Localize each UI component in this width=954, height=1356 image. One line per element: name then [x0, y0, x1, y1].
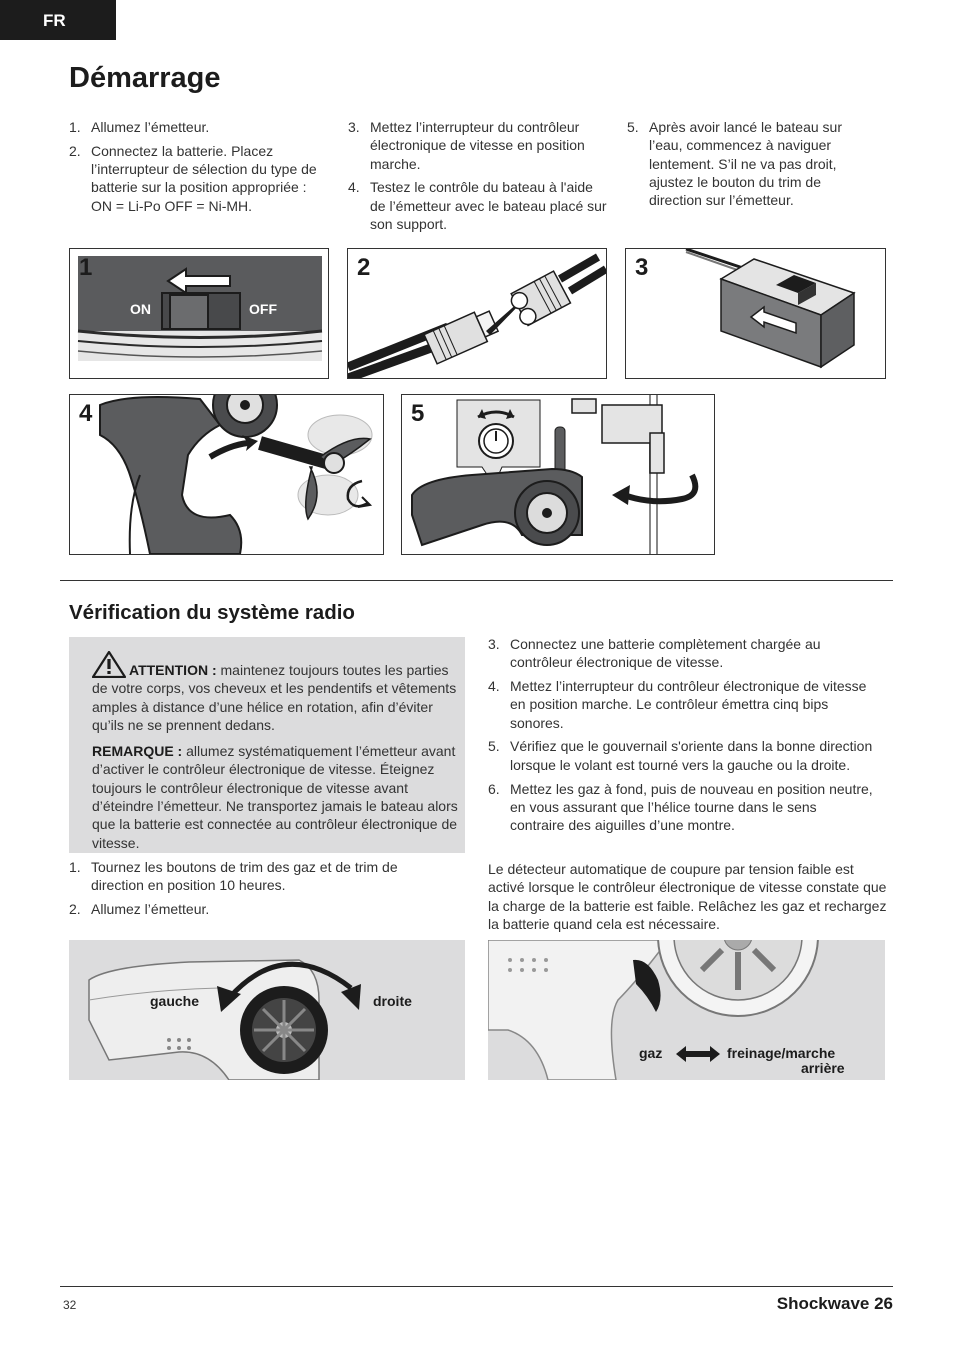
product-name: Shockwave 26 — [776, 1294, 893, 1313]
attention-text: maintenez toujours toutes les parties de votre corps, vos cheveux et les pendentifs et vêtements amples à distance d’une hélice en rotation, afin d’éviter qu’ils ne se prennent dedans. — [92, 662, 457, 733]
switch-off-label: OFF — [249, 301, 277, 317]
list-item: 6. Mettez les gaz à fond, puis de nouveau en position neutre, en vous assurant que l’hélice tourne dans le sens contraire des aiguilles d’une montre. — [488, 780, 873, 834]
figure-number: 2 — [357, 254, 371, 281]
language-tab: FR — [0, 0, 116, 40]
list-item: 4. Mettez l’interrupteur du contrôleur électronique de vitesse en position marche. Le contrôleur émettra cinq bips sonores. — [488, 678, 867, 731]
radio-steps-right — [488, 635, 874, 840]
section-title: Vérification du système radio — [69, 601, 355, 624]
figure-number: 4 — [79, 400, 93, 427]
attention-paragraph — [92, 651, 464, 734]
figure-5-trim-rudder — [401, 394, 715, 555]
list-item: 3. Connectez une batterie complètement chargée au contrôleur électronique de vitesse. — [488, 636, 821, 671]
connector-illustration — [348, 249, 606, 378]
low-voltage-cutoff-paragraph: Le détecteur automatique de coupure par tension faible est activé lorsque le contrôleur électronique de vitesse constate que la charge de la batterie est faible. Relâchez les gaz et rechargez la batterie quand cela est nécessaire. — [488, 861, 887, 932]
start-steps-col2 — [348, 118, 610, 239]
attention-label: ATTENTION : — [129, 662, 217, 678]
warning-box — [69, 637, 465, 853]
note-label: REMARQUE : — [92, 743, 183, 760]
list-item: 5. Après avoir lancé le bateau sur l’eau, commencez à naviguer lentement. S’il ne va pas droit, ajustez le bouton du trim de direction sur l’émetteur. — [627, 119, 842, 209]
battery-switch-illustration — [70, 249, 328, 378]
switch-on-label: ON — [130, 301, 151, 317]
note-paragraph — [92, 742, 464, 852]
figure-2-battery-connector — [347, 248, 607, 379]
list-item: 3. Mettez l’interrupteur du contrôleur électronique de vitesse en position marche. — [348, 119, 585, 172]
figure-3-esc-switch — [625, 248, 886, 379]
radio-steps-left — [69, 858, 449, 924]
list-item: 4. Testez le contrôle du bateau à l'aide de l’émetteur avec le bateau placé sur son support. — [348, 179, 607, 232]
list-item: 5. Vérifiez que le gouvernail s'oriente dans la bonne direction lorsque le volant est tourné vers la gauche ou la droite. — [488, 738, 873, 773]
figure-number: 3 — [635, 254, 649, 281]
page-title: Démarrage — [69, 62, 221, 94]
steering-wheel-illustration — [69, 940, 465, 1080]
steering-figure — [69, 940, 465, 1080]
note-text: allumez systématiquement l’émetteur avant d’activer le contrôleur électronique de vitesse. Éteignez toujours le contrôleur électronique de vitesse avant d’éteindre l’émetteur. Ne transportez jamais le bateau alors que la batterie est connectée au contrôleur électronique de vitesse. — [92, 743, 458, 851]
esc-switch-illustration — [626, 249, 885, 378]
list-item: 2. Allumez l’émetteur. — [69, 901, 210, 918]
throttle-forward-label: gaz — [639, 1045, 663, 1061]
transmitter-propeller-illustration — [70, 395, 383, 554]
list-item: 2. Connectez la batterie. Placez l’interrupteur de sélection du type de batterie sur la position appropriée : ON = Li-Po OFF = Ni-MH. — [69, 142, 317, 214]
figure-4-transmitter-propeller — [69, 394, 384, 555]
section-divider — [60, 580, 893, 581]
page-number: 32 — [63, 1298, 77, 1312]
figure-number: 1 — [79, 254, 93, 281]
throttle-figure — [488, 940, 885, 1080]
footer-divider — [60, 1286, 893, 1287]
trim-rudder-illustration — [402, 395, 714, 554]
figure-1-battery-switch — [69, 248, 329, 379]
start-steps-col1 — [69, 118, 319, 220]
steer-right-label: droite — [373, 993, 412, 1009]
start-steps-col3 — [627, 118, 873, 215]
list-item: 1. Tournez les boutons de trim des gaz et de trim de direction en position 10 heures. — [69, 859, 398, 894]
throttle-reverse-label: arrière — [801, 1060, 845, 1076]
list-item: 1. Allumez l’émetteur. — [69, 119, 210, 135]
steer-left-label: gauche — [150, 993, 200, 1009]
throttle-brake-label: freinage/marche — [727, 1045, 836, 1061]
figure-number: 5 — [411, 400, 425, 427]
warning-icon — [92, 651, 126, 678]
